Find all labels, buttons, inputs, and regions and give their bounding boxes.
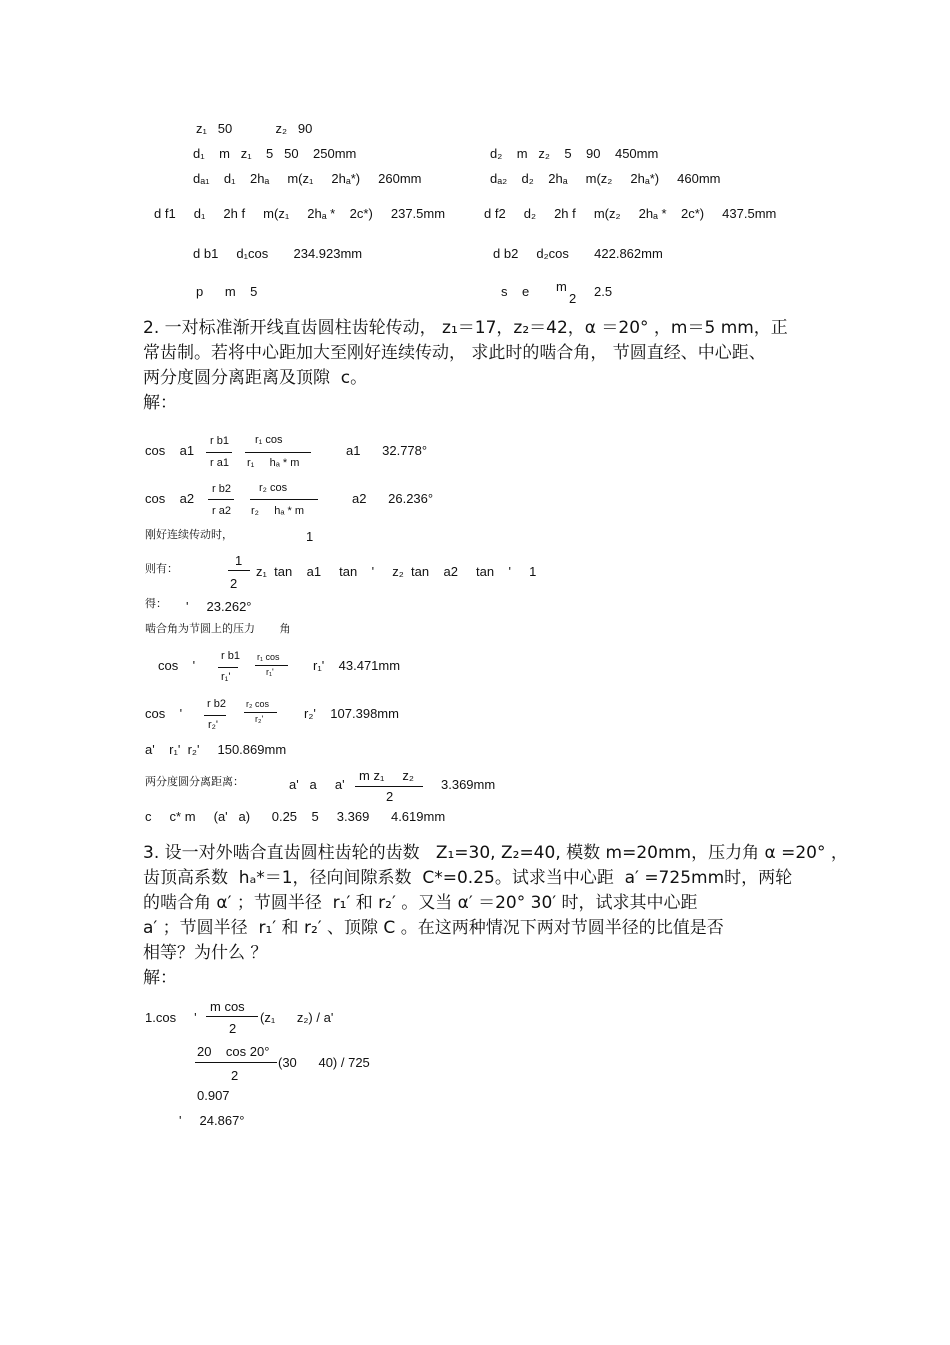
continuous-label: 刚好连续传动时， xyxy=(145,528,233,541)
q3-line1-tail: (z₁ z₂) / a' xyxy=(260,1010,334,1025)
q2-line-3: 两分度圆分离距离及顶隙 c。 xyxy=(143,368,368,388)
q3-line-5: 相等？为什么 ？ xyxy=(143,943,268,963)
q2-line-2: 常齿制。若将中心距加大至刚好连续传动， 求此时的啮合角， 节圆直经、中心距、 xyxy=(143,343,766,363)
separation-value: 3.369mm xyxy=(441,777,496,792)
q3-frac2-num: 20 cos 20° xyxy=(197,1044,270,1059)
q3-frac1-num: m cos xyxy=(210,999,245,1014)
frac2-num: r₁ cos xyxy=(255,434,283,446)
d1-line: d₁ m z₁ 5 50 250mm xyxy=(193,146,357,161)
separation-label: 两分度圆分离距离： xyxy=(145,775,244,788)
q3-frac1-bar xyxy=(206,1016,258,1017)
cos-prime-1-label: cos ' xyxy=(158,658,196,673)
r1-prime-value: r₁' 43.471mm xyxy=(313,658,401,673)
separation-prefix: a' a a' xyxy=(289,777,345,792)
q3-solve-label: 解： xyxy=(143,968,177,988)
da2-line: dₐ₂ d₂ 2hₐ m(z₂ 2hₐ*) 460mm xyxy=(490,171,721,186)
separation-frac-den: 2 xyxy=(386,789,394,804)
then-label: 则有： xyxy=(145,562,178,575)
a1-value: a1 32.778° xyxy=(346,443,428,458)
q3-frac2-bar xyxy=(195,1062,277,1063)
clearance-line: c c* m (a' a) 0.25 5 3.369 4.619mm xyxy=(145,809,446,824)
frac4-bar xyxy=(250,499,318,500)
q3-line-2: 齿顶高系数 hₐ*＝1，径向间隙系数 C*=0.25。试求当中心距 a′ =725mm时，两轮 xyxy=(143,868,793,888)
db2-line: d b2 d₂cos 422.862mm xyxy=(493,246,663,261)
thickness-line: s e xyxy=(501,284,530,299)
a2-value: a2 26.236° xyxy=(352,491,434,506)
q3-frac2-den: 2 xyxy=(231,1068,239,1083)
cos-prime-2-label: cos ' xyxy=(145,706,183,721)
frac8-num: r₂ cos xyxy=(246,699,269,709)
frac1-bar xyxy=(206,452,232,453)
half-bar xyxy=(228,570,250,571)
q2-solve-label: 解： xyxy=(143,393,177,413)
working-angle-value: ' 23.262° xyxy=(186,599,252,614)
d2-line: d₂ m z₂ 5 90 450mm xyxy=(490,146,659,161)
frac4-num: r₂ cos xyxy=(259,482,288,494)
frac5-bar xyxy=(218,667,238,668)
frac6-num: r₁ cos xyxy=(257,652,280,662)
q3-cos-label: 1.cos ' xyxy=(145,1010,197,1025)
half-den: 2 xyxy=(230,576,238,591)
frac4-den: r₂ hₐ * m xyxy=(251,505,304,517)
continuous-ratio: 1 xyxy=(306,529,314,544)
m-over-2-numerator: m xyxy=(556,279,567,294)
db1-line: d b1 d₁cos 234.923mm xyxy=(193,246,363,261)
frac3-bar xyxy=(208,499,234,500)
pitch-line: p m 5 xyxy=(196,284,258,299)
q3-line-4: a′ ；节圆半径 r₁′ 和 r₂′ 、顶隙 C 。在这两种情况下两对节圆半径的比值是否 xyxy=(143,918,724,938)
cos-a1-label: cos a1 xyxy=(145,443,195,458)
q3-line-1: 3. 设一对外啮合直齿圆柱齿轮的齿数 Z₁=30, Z₂=40, 模数 m=20mm，压力角 α =20° ， xyxy=(143,843,848,863)
center-distance-line: a' r₁' r₂' 150.869mm xyxy=(145,742,287,757)
frac1-num: r b1 xyxy=(210,435,229,447)
m-over-2-denominator: 2 xyxy=(569,291,577,306)
df2-line: d f2 d₂ 2h f m(z₂ 2hₐ * 2c*) 437.5mm xyxy=(484,206,777,221)
teeth-line: z₁ 50 z₂ 90 xyxy=(196,121,313,136)
thickness-value: 2.5 xyxy=(594,284,613,299)
frac3-den: r a2 xyxy=(212,505,231,517)
result-label: 得： xyxy=(145,597,167,610)
frac6-bar xyxy=(255,665,288,666)
df1-line: d f1 d₁ 2h f m(z₁ 2hₐ * 2c*) 237.5mm xyxy=(154,206,446,221)
frac3-num: r b2 xyxy=(212,483,231,495)
frac2-bar xyxy=(245,452,311,453)
separation-frac-num: m z₁ z₂ xyxy=(359,768,414,783)
cos-a2-label: cos a2 xyxy=(145,491,195,506)
half-num: 1 xyxy=(235,553,243,568)
frac2-den: r₁ hₐ * m xyxy=(247,457,300,469)
q3-frac1-den: 2 xyxy=(229,1021,237,1036)
q2-line-1: 2. 一对标准渐开线直齿圆柱齿轮传动， z₁＝17，z₂＝42，α ＝20° ，m＝5 mm，正 xyxy=(143,318,788,338)
frac6-den: r₁' xyxy=(266,667,274,677)
angle-note: 啮合角为节圆上的压力 角 xyxy=(145,622,291,635)
frac7-num: r b2 xyxy=(207,698,226,710)
frac8-bar xyxy=(244,712,277,713)
q3-line2-tail: (30 40) / 725 xyxy=(278,1055,370,1070)
frac1-den: r a1 xyxy=(210,457,229,469)
frac7-den: r₂' xyxy=(208,719,219,731)
frac5-den: r₁' xyxy=(221,671,231,683)
r2-prime-value: r₂' 107.398mm xyxy=(304,706,399,721)
frac8-den: r₂' xyxy=(255,714,264,724)
q3-cos-value: 0.907 xyxy=(197,1088,230,1103)
contact-ratio-expression: z₁ tan a1 tan ' z₂ tan a2 tan ' 1 xyxy=(256,564,537,579)
da1-line: dₐ₁ d₁ 2hₐ m(z₁ 2hₐ*) 260mm xyxy=(193,171,422,186)
separation-frac-bar xyxy=(355,786,423,787)
frac7-bar xyxy=(204,715,226,716)
frac5-num: r b1 xyxy=(221,650,240,662)
q3-line-3: 的啮合角 α′ ；节圆半径 r₁′ 和 r₂′ 。又当 α′ ＝20° 30′ 时，试求其中心距 xyxy=(143,893,698,913)
q3-angle-value: ' 24.867° xyxy=(179,1113,245,1128)
